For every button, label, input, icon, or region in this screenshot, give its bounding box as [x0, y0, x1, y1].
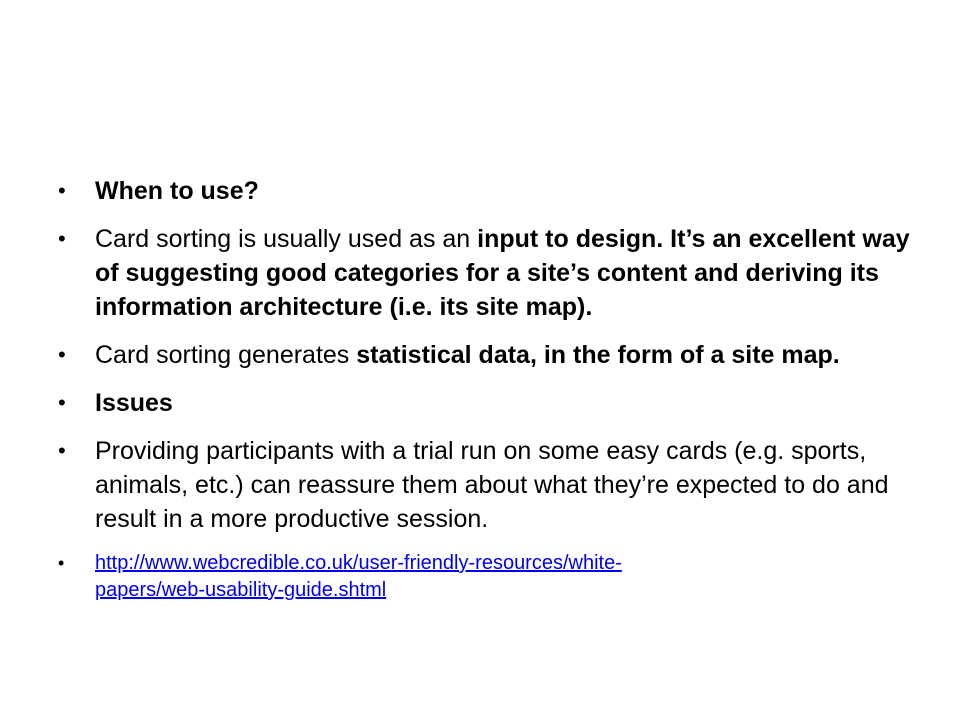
reference-link-line1: http://www.webcredible.co.uk/user-friendly-resources/white-: [95, 552, 622, 574]
bullet-issues: [58, 386, 918, 420]
bullet-text-bold: statistical data, in the form of a site map.: [356, 341, 840, 369]
bullet-trial-run: [58, 434, 918, 536]
bullet-dot: •: [58, 553, 65, 573]
bullet-dot: •: [58, 178, 66, 203]
bullet-when-to-use: [58, 174, 918, 208]
reference-link[interactable]: [95, 552, 622, 601]
bullet-reference-link: [58, 550, 918, 604]
bullet-dot: •: [58, 390, 66, 415]
bullet-dot: •: [58, 438, 66, 463]
reference-link-line2: papers/web-usability-guide.shtml: [95, 579, 387, 601]
bullet-text: Providing participants with a trial run on some easy cards (e.g. sports, animals, etc.) can reassure them about what they’re expected to do and result in a more productive session.: [95, 437, 889, 533]
bullet-text-bold: input to design. It’s an excellent way of suggesting good categories for a site’s content and deriving its information architecture (i.e. its site map).: [95, 225, 910, 321]
bullet-dot: •: [58, 226, 66, 251]
bullet-text-bold: When to use?: [95, 177, 259, 205]
bullet-input-to-design: [58, 222, 918, 324]
bullet-text-bold: Issues: [95, 389, 173, 417]
bullet-text: Card sorting generates: [95, 341, 357, 369]
bullet-text: Card sorting is usually used as an: [95, 225, 478, 253]
bullet-dot: •: [58, 342, 66, 367]
bullet-statistical-data: [58, 338, 918, 372]
bullet-list: [58, 174, 918, 618]
